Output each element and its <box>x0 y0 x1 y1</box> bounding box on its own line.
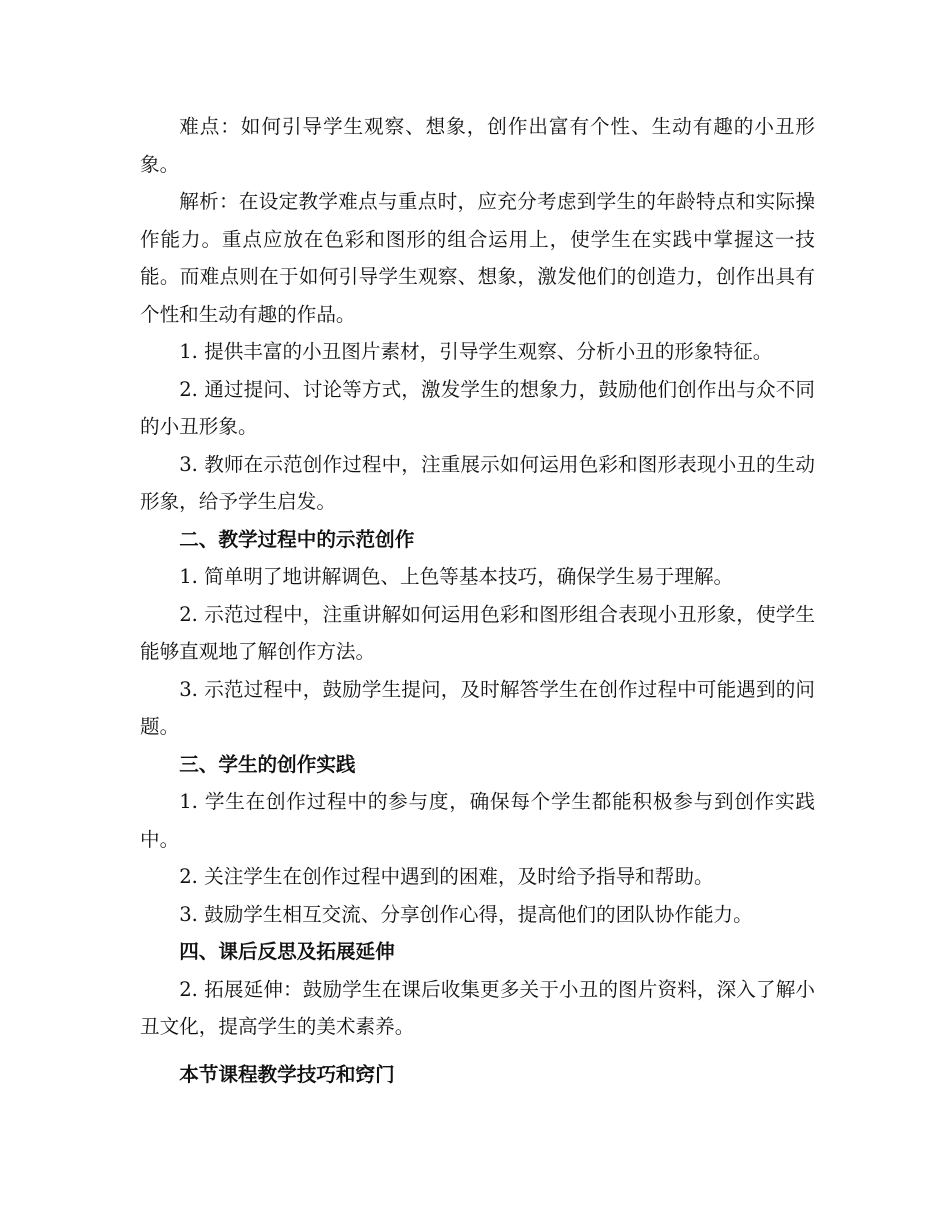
list-item: 3. 教师在示范创作过程中，注重展示如何运用色彩和图形表现小丑的生动形象，给予学生启发。 <box>140 452 815 513</box>
list-item: 2. 拓展延伸：鼓励学生在课后收集更多关于小丑的图片资料，深入了解小丑文化，提高学生的美术素养。 <box>140 977 815 1038</box>
list-item: 2. 通过提问、讨论等方式，激发学生的想象力，鼓励他们创作出与众不同的小丑形象。 <box>140 377 815 438</box>
list-item: 2. 示范过程中，注重讲解如何运用色彩和图形组合表现小丑形象，使学生能够直观地了解创作方法。 <box>140 602 815 663</box>
list-item: 2. 关注学生在创作过程中遇到的困难，及时给予指导和帮助。 <box>179 865 714 888</box>
list-item: 3. 鼓励学生相互交流、分享创作心得，提高他们的团队协作能力。 <box>179 902 753 926</box>
section-heading-4: 四、课后反思及拓展延伸 <box>179 940 395 963</box>
section-heading-3: 三、学生的创作实践 <box>179 752 356 776</box>
list-item: 1. 提供丰富的小丑图片素材，引导学生观察、分析小丑的形象特征。 <box>179 340 773 363</box>
paragraph-analysis: 解析：在设定教学难点与重点时，应充分考虑到学生的年龄特点和实际操作能力。重点应放在色彩和图形的组合运用上，使学生在实践中掌握这一技能。而难点则在于如何引导学生观察、想象，激发他们的创造力，创作出具有个性和生动有趣的作品。 <box>140 190 815 326</box>
paragraph-difficulty: 难点：如何引导学生观察、想象，创作出富有个性、生动有趣的小丑形象。 <box>140 115 815 176</box>
list-item: 1. 学生在创作过程中的参与度，确保每个学生都能积极参与到创作实践中。 <box>140 790 815 851</box>
list-item: 1. 简单明了地讲解调色、上色等基本技巧，确保学生易于理解。 <box>179 565 734 588</box>
section-heading-2: 二、教学过程中的示范创作 <box>179 527 415 551</box>
closing-heading: 本节课程教学技巧和窍门 <box>179 1062 395 1086</box>
document-body <box>140 108 815 1093</box>
list-item: 3. 示范过程中，鼓励学生提问，及时解答学生在创作过程中可能遇到的问题。 <box>140 677 815 738</box>
